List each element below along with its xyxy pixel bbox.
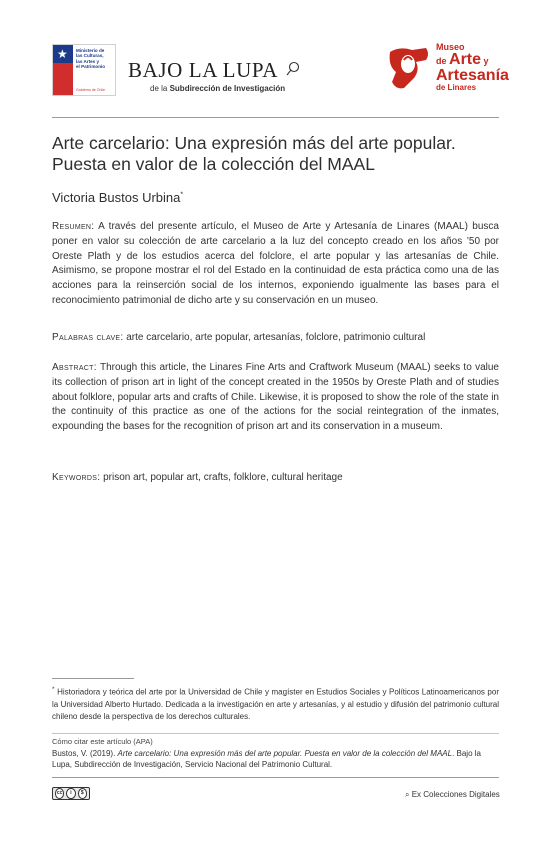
citation-divider [52, 733, 499, 734]
footnote: * Historiadora y teórica del arte por la Universidad de Chile y magíster en Estudios Sociales y Políticos Latinoamericanos por la Universidad Alberto Hurtado. Dedicada a la investigación en arte y artesanías, y al estudio y difusión del patrimonio cultural chileno desde la perspectiva de los derechos culturales. [52, 686, 499, 721]
museum-hands-icon [386, 44, 432, 92]
citation: Bustos, V. (2019). Arte carcelario: Una expresión más del arte popular. Puesta en valor de la colección del MAAL. Bajo la Lupa, Subdirección de Investigación, Servicio Nacional del Patrimonio Cultural. [52, 749, 481, 769]
author-name: Victoria Bustos Urbina* [52, 190, 184, 205]
citation-label: Cómo citar este artículo (APA) [52, 737, 153, 746]
keywords: Keywords: prison art, popular art, crafts, folklore, cultural heritage [52, 472, 343, 483]
palabras-clave: Palabras clave: arte carcelario, arte popular, artesanías, folclore, patrimonio cultural [52, 332, 426, 343]
keywords-label: Keywords: [52, 472, 101, 483]
author-footnote-mark: * [180, 191, 184, 199]
footnote-divider [52, 678, 134, 679]
creative-commons-icon[interactable]: cc i $ [52, 787, 90, 800]
government-logo-footer: Gobierno de Chile [76, 88, 105, 92]
magnifier-small-icon: ⌕ [405, 790, 410, 799]
series-subtitle: de la Subdirección de Investigación [150, 84, 286, 93]
abstract-paragraph: Abstract: Through this article, the Linares Fine Arts and Craftwork Museum (MAAL) seeks to value its collection of prison art in light of the concept created in the 1950s by Oreste Plath and of studies about folklore, popular arts and crafts of Chile. Likewise, it is proposed to show the role of the state in the continuity of this practice as one of the actions for the social reintegration of the inmates, expounding the bases for the recognition of prison art and its conservation in a museum. [52, 362, 499, 433]
magnifier-icon [286, 61, 300, 77]
abstract-label: Abstract: [52, 362, 97, 373]
colecciones-digitales-link[interactable]: ⌕ Ex Colecciones Digitales [405, 790, 500, 799]
museum-logo-text: Museo de Arte y Artesanía de Linares [436, 42, 509, 92]
palabras-label: Palabras clave: [52, 332, 124, 343]
resumen-label: Resumen: [52, 221, 95, 232]
series-title: BAJO LA LUPA [128, 58, 278, 82]
footer-divider [52, 777, 499, 778]
resumen-paragraph: Resumen: A través del presente artículo, el Museo de Arte y Artesanía de Linares (MAAL) busca poner en valor su colección de arte carcelario a la luz del concepto creado en los años ’50 por Oreste Plath y de los estudios acerca del folclore, el arte popular y las artesanías de Chile. Asimismo, se propone mostrar el rol del Estado en la continuidad de esta práctica como una de las acciones para la reinserción social de los internos, exponiendo igualmente las bases para el reconocimiento patrimonial de dicho arte y su conservación en un museo. [52, 221, 499, 306]
government-shield-icon: ★ [53, 45, 73, 95]
government-logo-text: Ministerio de las Culturas, las Artes y el Patrimonio [76, 48, 106, 70]
article-title: Arte carcelario: Una expresión más del arte popular. Puesta en valor de la colección del MAAL [52, 133, 456, 174]
government-logo [52, 44, 116, 96]
header-divider [52, 117, 499, 118]
